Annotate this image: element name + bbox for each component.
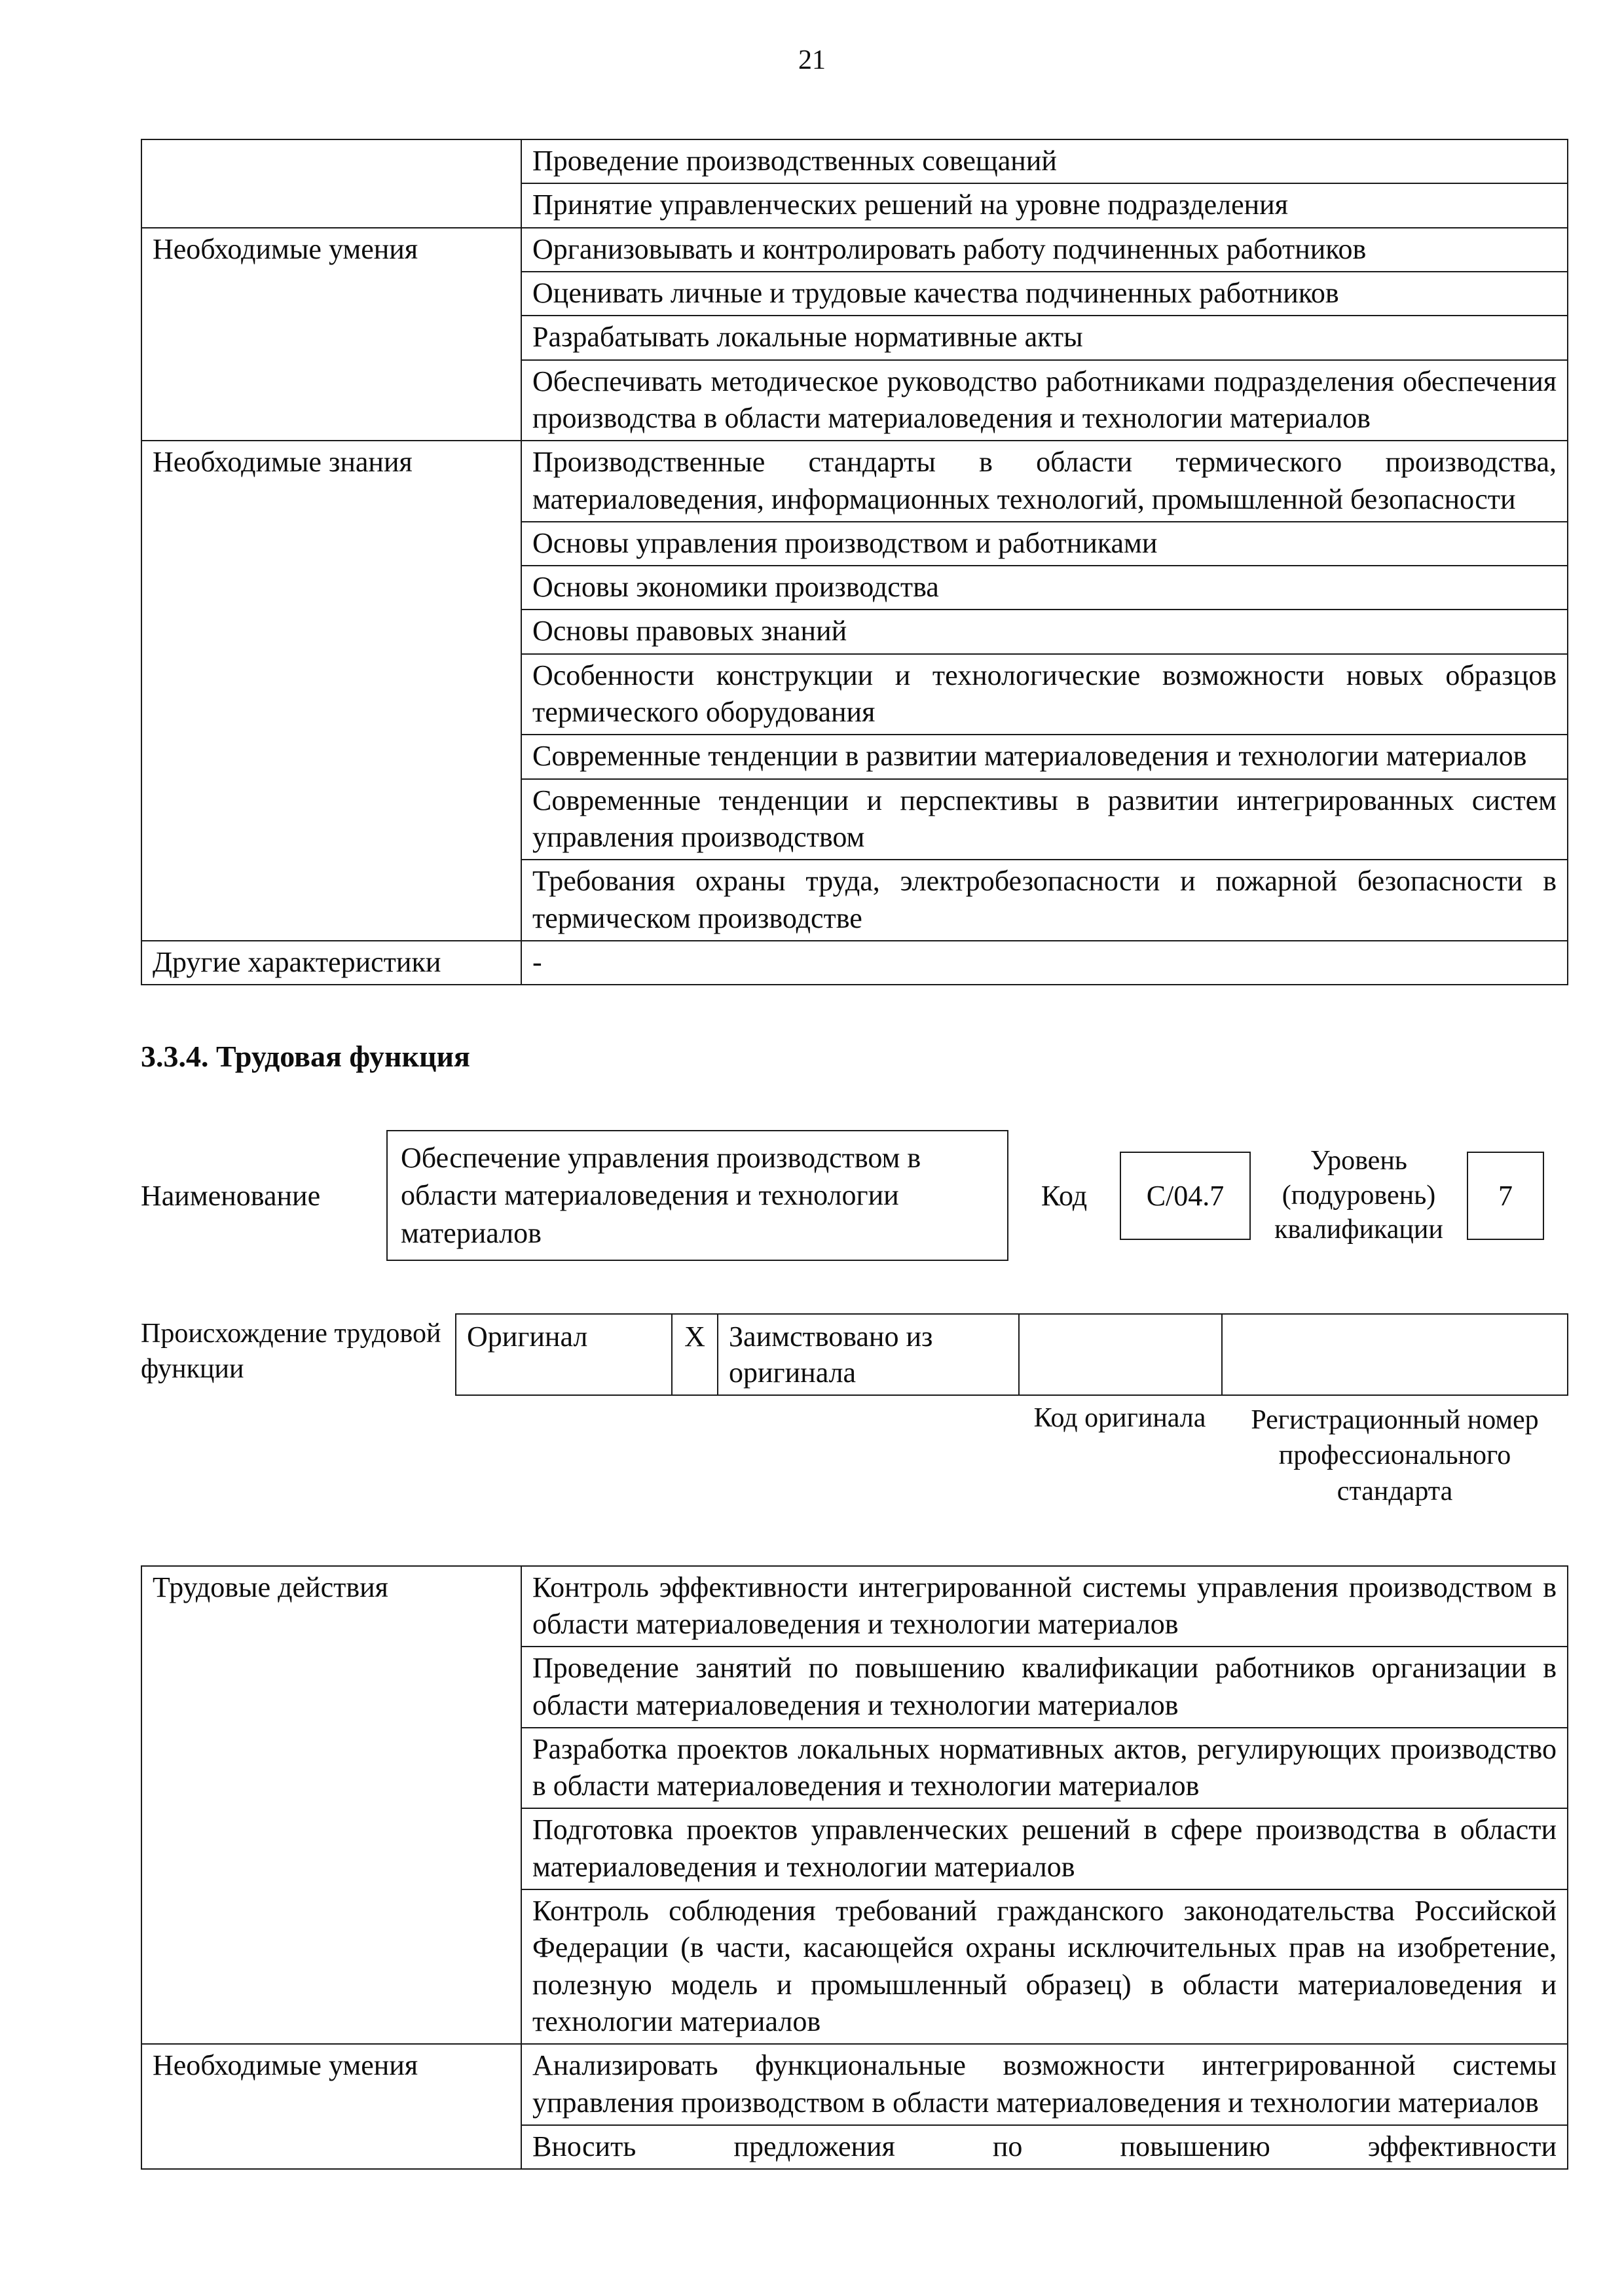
table-cell: - [521, 941, 1568, 985]
section-title: 3.3.4. Трудовая функция [141, 1040, 470, 1074]
table-row [141, 441, 1568, 522]
origin-block [141, 1313, 1568, 1510]
table-cell: Требования охраны труда, электробезопасности и пожарной безопасности в термическом производстве [521, 860, 1568, 941]
table-cell: Основы правовых знаний [521, 610, 1568, 653]
row-label-actions: Трудовые действия [141, 1566, 521, 2045]
table-cell: Современные тенденции в развитии материаловедения и технологии материалов [521, 735, 1568, 778]
table-cell: Производственные стандарты в области термического производства, материаловедения, информационных технологий, промышленной безопасности [521, 441, 1568, 522]
table-cell: Основы управления производством и работниками [521, 522, 1568, 566]
function-code-value: С/04.7 [1120, 1152, 1251, 1240]
table-row [141, 228, 1568, 272]
table-cell: Основы экономики производства [521, 566, 1568, 610]
origin-original-cell: Оригинал [456, 1314, 672, 1395]
table-cell: Контроль соблюдения требований гражданского законодательства Российской Федерации (в части, касающейся охраны исключительных прав на изобретение, полезную модель и промышленный образец) в области материаловедения и технологии материалов [521, 1889, 1568, 2044]
caption-spacer [455, 1402, 1018, 1510]
origin-original-mark: X [672, 1314, 718, 1395]
function-name-box: Обеспечение управления производством в области материаловедения и технологии материалов [386, 1130, 1008, 1261]
table-cell: Принятие управленческих решений на уровне подразделения [521, 183, 1568, 227]
function-code-label: Код [1041, 1179, 1088, 1212]
table-cell: Оценивать личные и трудовые качества подчиненных работников [521, 272, 1568, 316]
table-row [141, 1566, 1568, 1647]
document-content [141, 139, 1568, 2170]
origin-reg-cell-empty [1222, 1314, 1568, 1395]
table-row [141, 2044, 1568, 2125]
origin-code-cell-empty [1019, 1314, 1222, 1395]
row-label-skills: Необходимые умения [141, 2044, 521, 2169]
row-label-empty [141, 139, 521, 228]
table-cell-cutoff: Вносить предложения по повышению эффективности [521, 2125, 1568, 2169]
table-cell: Анализировать функциональные возможности интегрированной системы управления производством в области материаловедения и технологии материалов [521, 2044, 1568, 2125]
function-name-label: Наименование [141, 1179, 321, 1212]
table-cell: Обеспечивать методическое руководство работниками подразделения обеспечения производства в области материаловедения и технологии материалов [521, 360, 1568, 441]
table-row [141, 941, 1568, 985]
table-cell: Разработка проектов локальных нормативных актов, регулирующих производство в области материаловедения и технологии материалов [521, 1728, 1568, 1809]
table-cell: Разрабатывать локальные нормативные акты [521, 316, 1568, 359]
qualification-level-label: Уровень (подуровень) квалификации [1274, 1146, 1443, 1245]
origin-label: Происхождение трудовой функции [141, 1318, 441, 1385]
origin-table-area [455, 1313, 1568, 1510]
table-cell: Проведение производственных совещаний [521, 139, 1568, 183]
qualification-level-value: 7 [1467, 1152, 1544, 1240]
table-cell: Подготовка проектов управленческих решений в сфере производства в области материаловедения и технологии материалов [521, 1808, 1568, 1889]
table-cell: Проведение занятий по повышению квалификации работников организации в области материаловедения и технологии материалов [521, 1647, 1568, 1728]
table-cell: Организовывать и контролировать работу подчиненных работников [521, 228, 1568, 272]
function-header [141, 1130, 1568, 1261]
origin-registration-caption: Регистрационный номер профессионального стандарта [1251, 1404, 1539, 1506]
origin-captions [455, 1402, 1568, 1510]
row-label-knowledge: Необходимые знания [141, 441, 521, 941]
table-row [456, 1314, 1568, 1395]
table-cell: Контроль эффективности интегрированной системы управления производством в области материаловедения и технологии материалов [521, 1566, 1568, 1647]
row-label-skills: Необходимые умения [141, 228, 521, 441]
origin-code-caption: Код оригинала [1033, 1402, 1206, 1433]
origin-table [455, 1313, 1568, 1396]
table-cell: Особенности конструкции и технологические возможности новых образцов термического оборудования [521, 654, 1568, 735]
row-label-other: Другие характеристики [141, 941, 521, 985]
table-labor-function-continued [141, 139, 1568, 985]
table-labor-function-c047 [141, 1565, 1568, 2170]
origin-borrowed-cell: Заимствовано из оригинала [718, 1314, 1019, 1395]
table-row [141, 139, 1568, 183]
page-number: 21 [798, 45, 826, 75]
table-cell: Современные тенденции и перспективы в развитии интегрированных систем управления производством [521, 779, 1568, 860]
